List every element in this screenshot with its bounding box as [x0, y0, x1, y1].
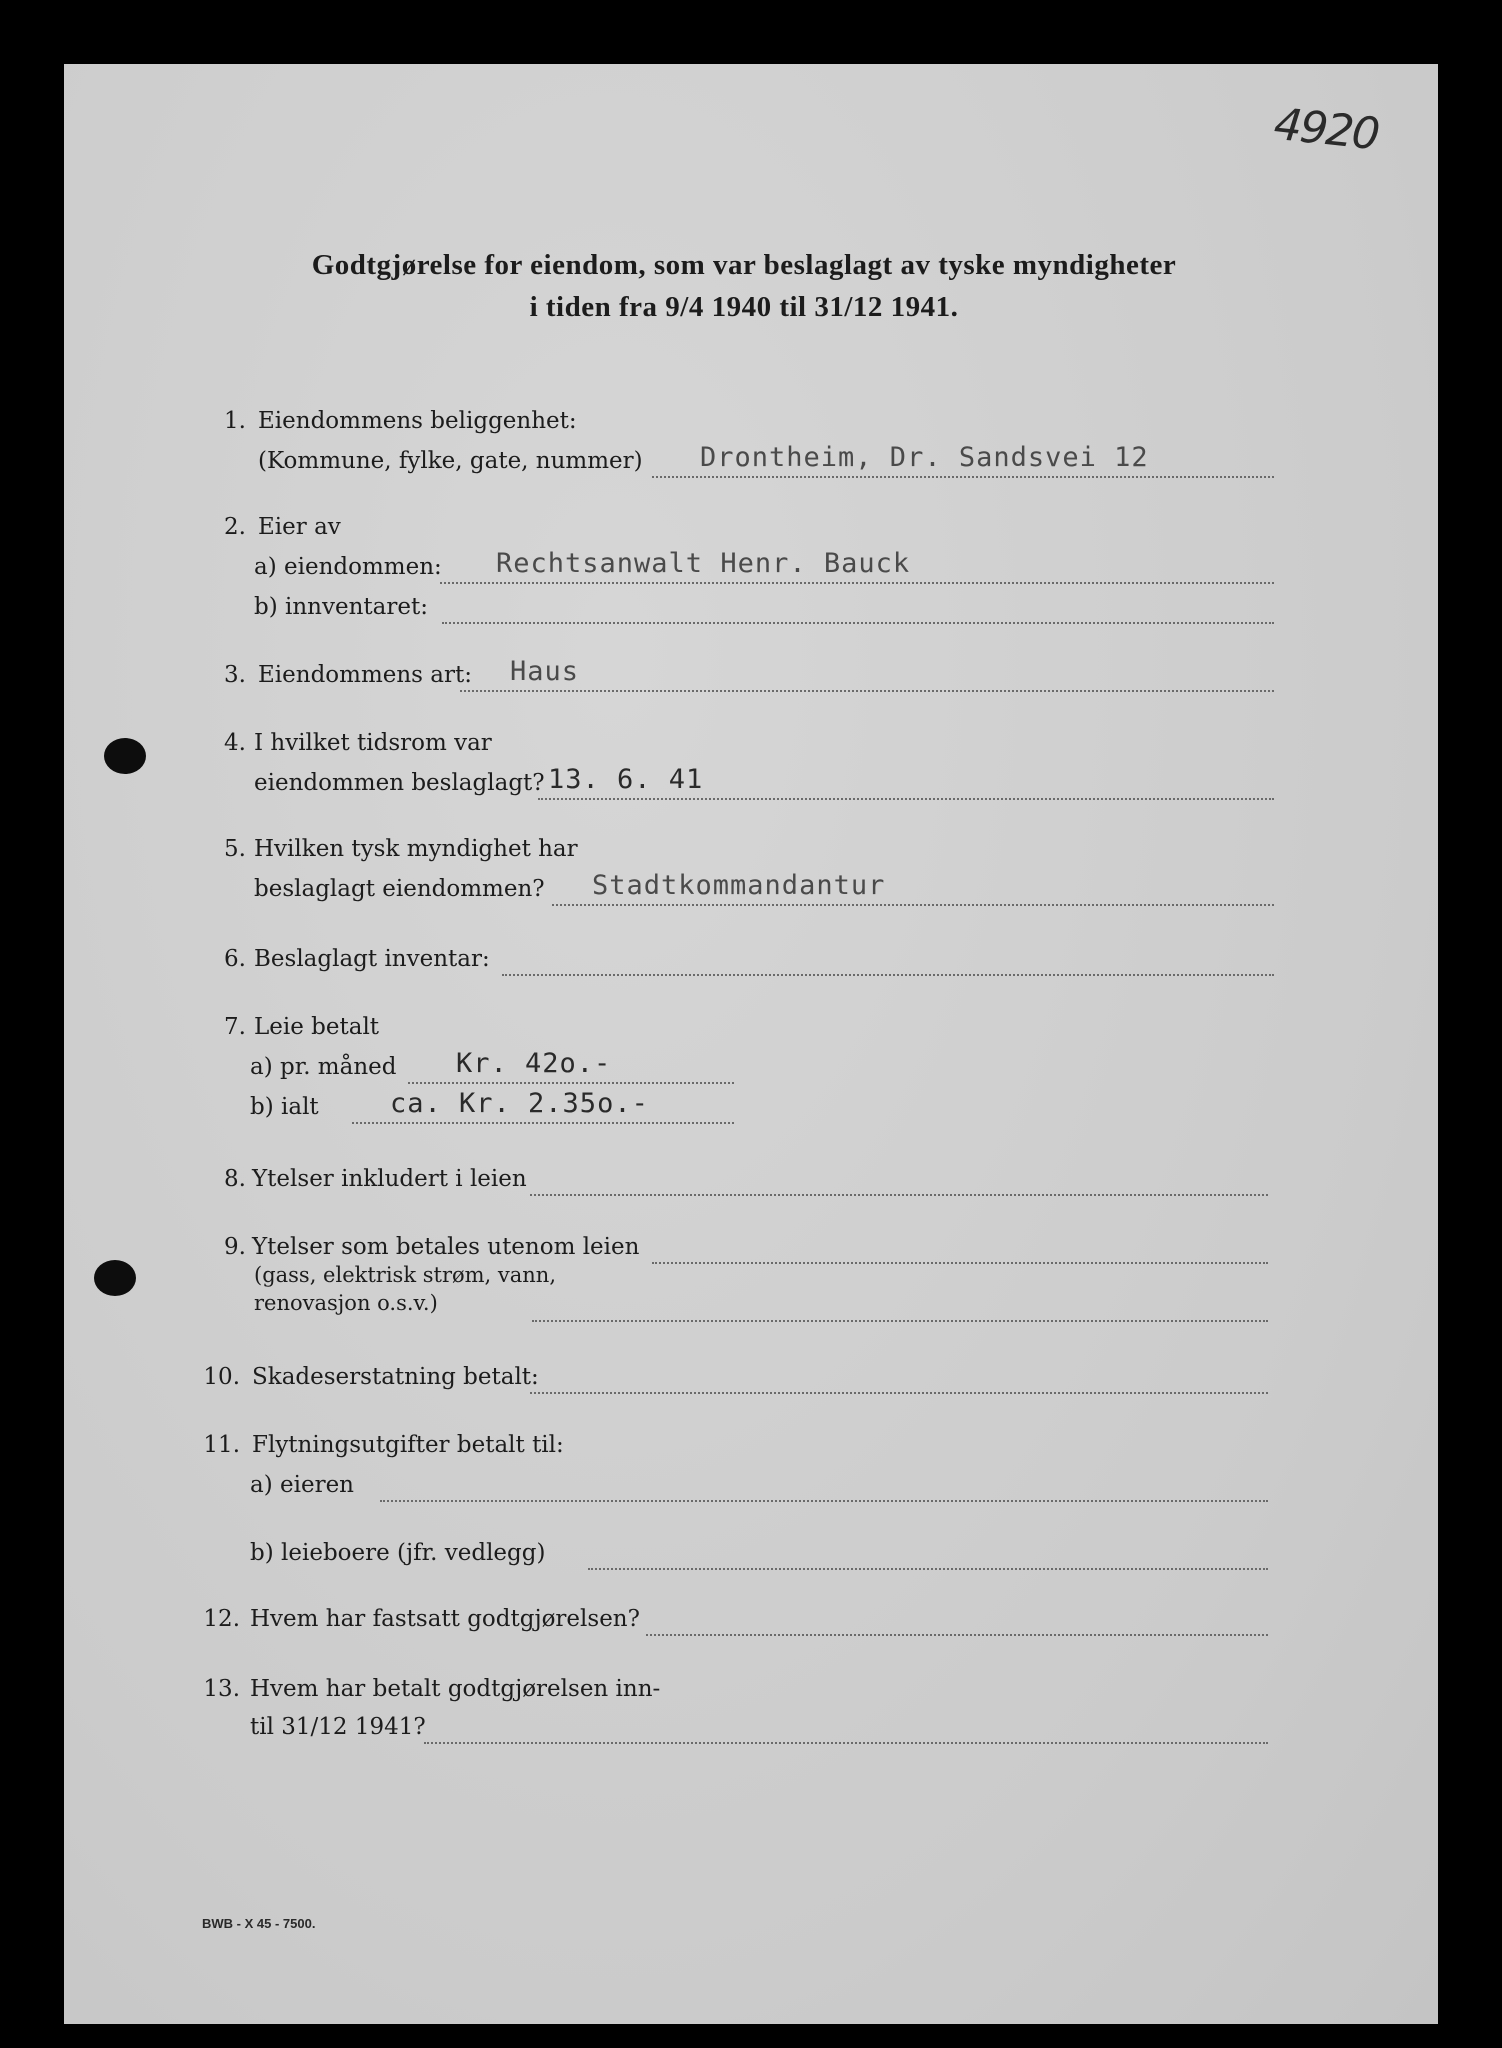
item-8-answer-line	[530, 1194, 1268, 1196]
item-7a-rent-value: Kr. 42o.-	[456, 1048, 612, 1079]
item-2-label: Eier av	[258, 514, 341, 540]
item-9-sublabel-1: (gass, elektrisk strøm, vann,	[254, 1263, 556, 1287]
item-7b-total-value: ca. Kr. 2.35o.-	[390, 1088, 649, 1119]
item-11b-label: b) leieboere (jfr. vedlegg)	[250, 1540, 546, 1566]
item-9-number: 9.	[224, 1234, 246, 1260]
item-9-answer-line-2	[532, 1320, 1268, 1322]
item-4-date-value: 13. 6. 41	[548, 764, 704, 795]
item-13-label: Hvem har betalt godtgjørelsen inn-	[250, 1676, 661, 1702]
item-5-sublabel: beslaglagt eiendommen?	[254, 876, 545, 902]
item-6-number: 6.	[224, 946, 246, 972]
item-2b-answer-line	[442, 622, 1274, 624]
item-1-sublabel: (Kommune, fylke, gate, nummer)	[258, 448, 643, 474]
item-9-label: Ytelser som betales utenom leien	[252, 1234, 640, 1260]
item-4-answer-line	[538, 798, 1274, 800]
item-1-answer-line	[652, 476, 1274, 478]
item-11b-answer-line	[588, 1568, 1268, 1570]
item-7b-label: b) ialt	[250, 1094, 319, 1120]
item-11a-label: a) eieren	[250, 1472, 354, 1498]
item-1-number: 1.	[224, 408, 246, 434]
item-11-label: Flytningsutgifter betalt til:	[252, 1432, 564, 1458]
item-12-number: 12.	[203, 1606, 240, 1632]
form-print-code: BWB - X 45 - 7500.	[202, 1916, 316, 1931]
item-1-location-value: Drontheim, Dr. Sandsvei 12	[700, 442, 1149, 473]
item-12-label: Hvem har fastsatt godtgjørelsen?	[250, 1606, 640, 1632]
item-13-answer-line	[424, 1742, 1268, 1744]
item-2-number: 2.	[224, 514, 246, 540]
item-9-sublabel-2: renovasjon o.s.v.)	[254, 1291, 438, 1315]
item-13-sublabel: til 31/12 1941?	[250, 1714, 426, 1740]
punch-hole-lower	[94, 1260, 136, 1296]
item-13-number: 13.	[203, 1676, 240, 1702]
form-title-line-2: i tiden fra 9/4 1940 til 31/12 1941.	[529, 291, 959, 323]
item-7a-label: a) pr. måned	[250, 1054, 397, 1080]
item-12-answer-line	[646, 1634, 1268, 1636]
item-5-authority-value: Stadtkommandantur	[592, 870, 886, 901]
form-title-line-1: Godtgjørelse for eiendom, som var beslaglagt av tyske myndigheter	[311, 249, 1177, 281]
item-6-answer-line	[502, 974, 1274, 976]
item-4-label: I hvilket tidsrom var	[254, 730, 492, 756]
item-5-number: 5.	[224, 836, 246, 862]
form-sheet	[64, 64, 1438, 2024]
item-11a-answer-line	[380, 1500, 1268, 1502]
item-3-answer-line	[460, 690, 1274, 692]
item-3-label: Eiendommens art:	[258, 662, 472, 688]
punch-hole-upper	[104, 738, 146, 774]
item-7a-answer-line	[408, 1082, 734, 1084]
item-8-number: 8.	[224, 1166, 246, 1192]
item-3-number: 3.	[224, 662, 246, 688]
item-7-label: Leie betalt	[254, 1014, 380, 1040]
item-3-type-value: Haus	[510, 656, 580, 687]
item-5-label: Hvilken tysk myndighet har	[254, 836, 578, 862]
item-7b-answer-line	[352, 1122, 734, 1124]
item-2a-label: a) eiendommen:	[254, 554, 442, 580]
item-2b-label: b) innventaret:	[254, 594, 428, 620]
item-10-number: 10.	[203, 1364, 240, 1390]
item-10-label: Skadeserstatning betalt:	[252, 1364, 539, 1390]
item-2a-answer-line	[440, 582, 1274, 584]
item-6-label: Beslaglagt inventar:	[254, 946, 490, 972]
item-10-answer-line	[530, 1392, 1268, 1394]
item-11-number: 11.	[203, 1432, 240, 1458]
item-5-answer-line	[552, 904, 1274, 906]
item-9-answer-line	[652, 1262, 1268, 1264]
item-2a-owner-value: Rechtsanwalt Henr. Bauck	[496, 548, 911, 579]
item-8-label: Ytelser inkludert i leien	[252, 1166, 527, 1192]
item-4-number: 4.	[224, 730, 246, 756]
handwritten-archive-number: 4920	[1271, 98, 1381, 161]
item-4-sublabel: eiendommen beslaglagt?	[254, 770, 545, 796]
item-7-number: 7.	[224, 1014, 246, 1040]
item-1-label: Eiendommens beliggenhet:	[258, 408, 577, 434]
